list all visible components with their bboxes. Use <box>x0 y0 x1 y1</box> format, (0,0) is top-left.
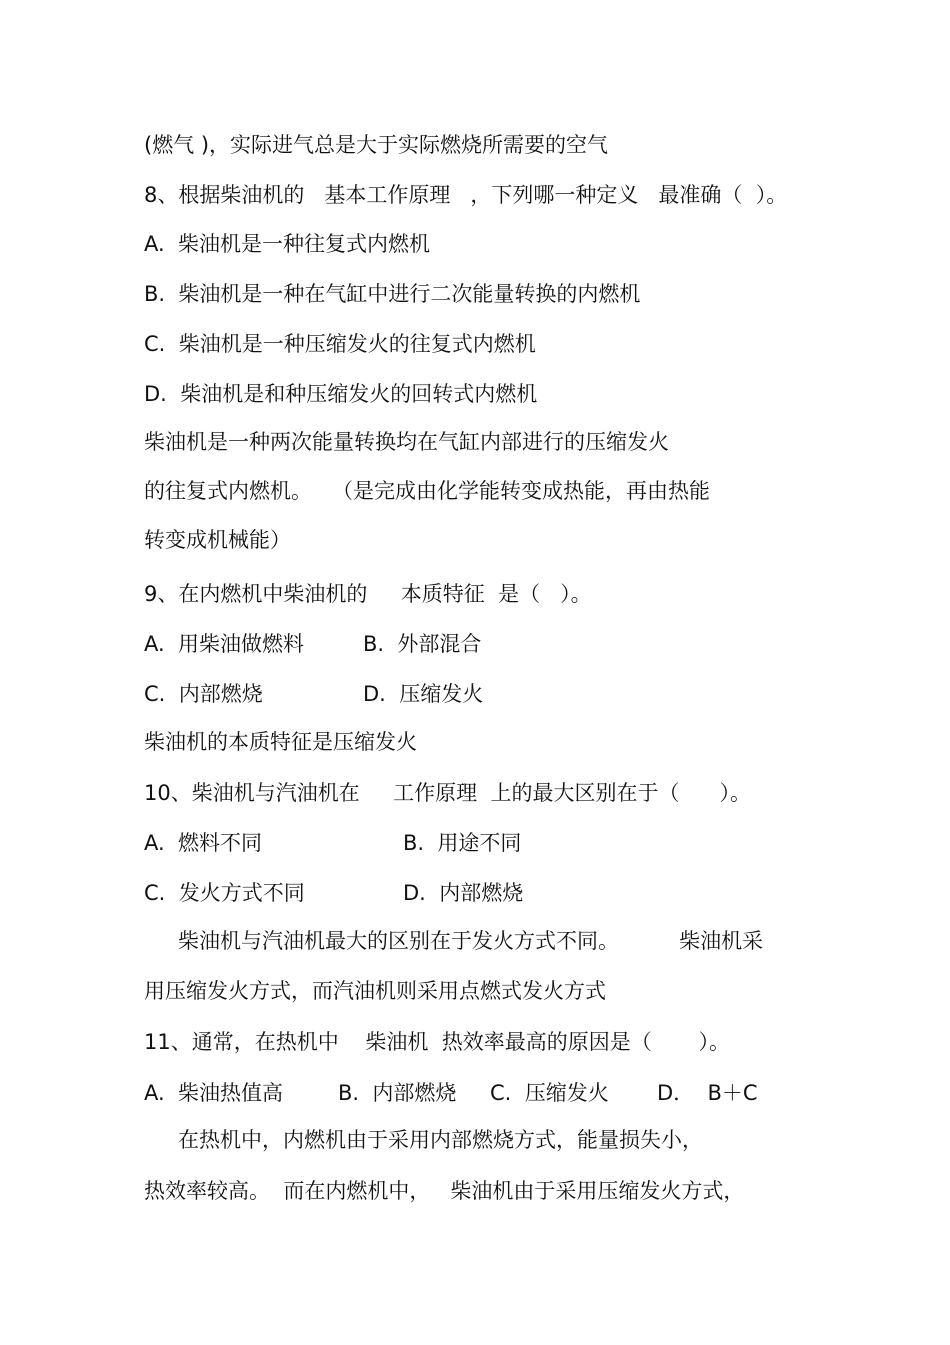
option-a: A. 用柴油做燃料 <box>144 632 305 656</box>
option-d: D. 内部燃烧 <box>403 881 524 905</box>
option-c: C. 发火方式不同 <box>144 881 305 905</box>
option-d: D. 压缩发火 <box>363 682 484 706</box>
explanation-line: 转变成机械能） <box>144 528 291 552</box>
option-b: B. 柴油机是一种在气缸中进行二次能量转换的内燃机 <box>144 282 641 306</box>
option-a: A. 柴油热值高 <box>144 1081 284 1105</box>
question-8: 8、根据柴油机的 基本工作原理 ，下列哪一种定义 最准确（ ）。 <box>144 183 788 207</box>
explanation-line: 柴油机的本质特征是压缩发火 <box>144 730 417 754</box>
option-c: C. 压缩发火 <box>490 1081 609 1105</box>
option-c: C. 柴油机是一种压缩发火的往复式内燃机 <box>144 332 536 356</box>
option-a: A. 柴油机是一种往复式内燃机 <box>144 232 431 256</box>
option-b: B. 内部燃烧 <box>338 1081 457 1105</box>
explanation-line: 在热机中，内燃机由于采用内部燃烧方式，能量损失小， <box>178 1128 703 1152</box>
explanation-line: 柴油机与汽油机最大的区别在于发火方式不同。 柴油机采 <box>178 929 764 953</box>
question-10: 10、柴油机与汽油机在 工作原理 上的最大区别在于（ ）。 <box>144 781 751 805</box>
explanation-line: 柴油机是一种两次能量转换均在气缸内部进行的压缩发火 <box>144 430 669 454</box>
option-d: D. 柴油机是和种压缩发火的回转式内燃机 <box>144 382 538 406</box>
option-b: B. 用途不同 <box>403 831 522 855</box>
explanation-line: 热效率较高。 而在内燃机中， 柴油机由于采用压缩发火方式， <box>144 1179 745 1203</box>
option-a: A. 燃料不同 <box>144 831 263 855</box>
question-9: 9、在内燃机中柴油机的 本质特征 是（ ）。 <box>144 582 592 606</box>
explanation-line: 的往复式内燃机。 （是完成由化学能转变成热能，再由热能 <box>144 479 711 503</box>
text-line: (燃气 )，实际进气总是大于实际燃烧所需要的空气 <box>144 133 609 157</box>
explanation-line: 用压缩发火方式，而汽油机则采用点燃式发火方式 <box>144 979 606 1003</box>
question-11: 11、通常，在热机中 柴油机 热效率最高的原因是（ ）。 <box>144 1030 730 1054</box>
option-c: C. 内部燃烧 <box>144 682 263 706</box>
option-d: D． B＋C <box>657 1081 758 1105</box>
option-b: B. 外部混合 <box>363 632 482 656</box>
